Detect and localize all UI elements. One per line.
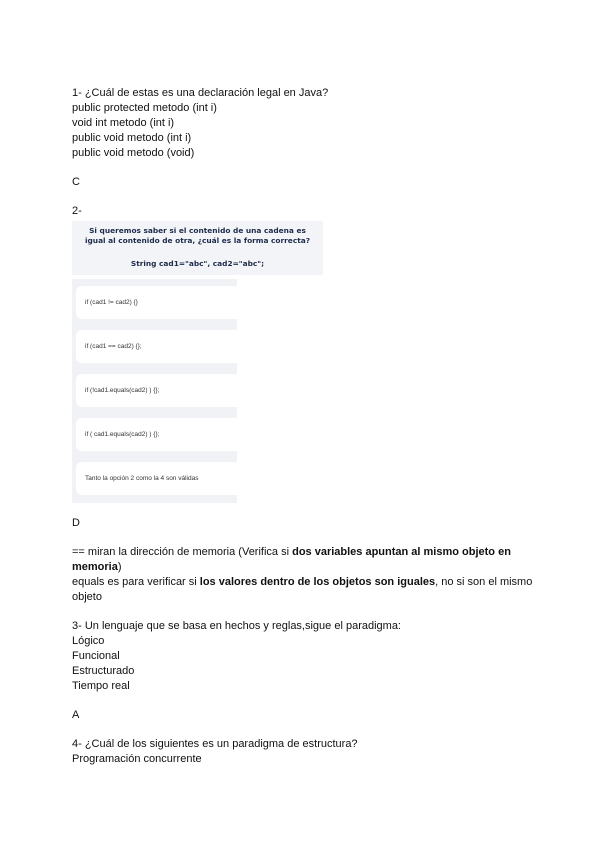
q1-option-b: void int metodo (int i): [72, 117, 175, 129]
q2-image-question: Si queremos saber si el contenido de una cadena es igual al contenido de otra, ¿cuál es la forma correcta?: [84, 226, 311, 245]
q2-explanation-equals: equals es para verificar si los valores dentro de los objetos son iguales, no si son el mismo objeto: [72, 576, 533, 603]
q1-option-a: public protected metodo (int i): [72, 102, 217, 114]
q3-option-c: Estructurado: [72, 665, 135, 677]
q3-title: 3- Un lenguaje que se basa en hechos y reglas,sigue el paradigma:: [72, 620, 401, 632]
q3-option-d: Tiempo real: [72, 680, 130, 692]
q3-option-b: Funcional: [72, 650, 120, 662]
q2-question-image: [72, 221, 323, 503]
q2-image-option-1: if (cad1 != cad2) {}: [76, 286, 246, 319]
q4-option-a: Programación concurrente: [72, 753, 202, 765]
q3-answer: A: [72, 709, 80, 721]
q2-image-header: [72, 221, 323, 275]
q2-answer: D: [72, 517, 80, 529]
q2-image-option-5: Tanto la opción 2 como la 4 son válidas: [76, 462, 246, 495]
q2-image-options: [72, 279, 237, 503]
q3-option-a: Lógico: [72, 635, 105, 647]
q2-image-option-3: if (!cad1.equals(cad2) ) {};: [76, 374, 246, 407]
q2-image-option-4: if ( cad1.equals(cad2) ) {};: [76, 418, 246, 451]
q4-title: 4- ¿Cuál de los siguientes es un paradigma de estructura?: [72, 738, 358, 750]
q2-image-code: String cad1="abc", cad2="abc";: [130, 259, 265, 268]
q2-explanation-equality: == miran la dirección de memoria (Verifica si dos variables apuntan al mismo objeto en memoria): [72, 546, 511, 573]
q1-answer: C: [72, 176, 80, 188]
q1-title: 1- ¿Cuál de estas es una declaración legal en Java?: [72, 87, 329, 99]
q2-image-option-2: if (cad1 == cad2) {};: [76, 330, 246, 363]
q2-title: 2-: [72, 205, 82, 217]
q1-option-d: public void metodo (void): [72, 147, 195, 159]
q1-option-c: public void metodo (int i): [72, 132, 192, 144]
